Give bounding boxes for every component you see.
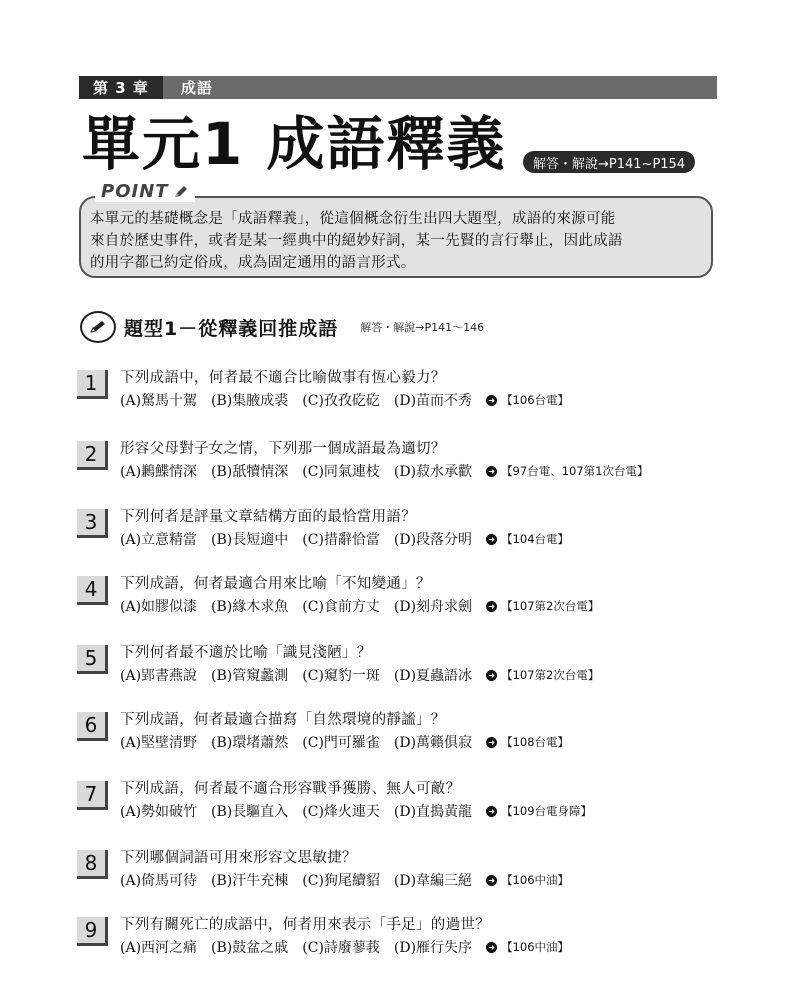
option: (C)孜孜矻矻 xyxy=(302,393,380,409)
option: (C)門可羅雀 xyxy=(302,735,380,751)
option: (B)管窺蠡測 xyxy=(211,668,289,684)
option: (B)舐犢情深 xyxy=(211,464,289,480)
point-line: 本單元的基礎概念是「成語釋義」，從這個概念衍生出四大題型，成語的來源可能 xyxy=(90,211,616,227)
question-text: 下列成語，何者最適合用來比喻「不知變通」？ xyxy=(120,576,431,592)
point-line: 的用字都已約定俗成，成為固定通用的語言形式。 xyxy=(90,255,416,271)
section-answer-reference: 解答・解說→P141～146 xyxy=(360,321,485,334)
option: (C)窺豹一斑 xyxy=(302,668,380,684)
exam-source-text: 【106台電】 xyxy=(501,393,570,407)
option: (C)食前方丈 xyxy=(302,599,380,615)
question-options xyxy=(120,596,599,616)
option: (D)韋編三絕 xyxy=(393,873,473,889)
question-text: 下列有關死亡的成語中，何者用來表示「手足」的過世？ xyxy=(120,917,490,933)
option: (B)汗牛充棟 xyxy=(211,873,289,889)
exam-source-text: 【106中油】 xyxy=(501,940,570,954)
question-options xyxy=(120,529,569,549)
section-heading xyxy=(80,311,484,343)
option: (A)堅壁清野 xyxy=(120,735,198,751)
question-options xyxy=(120,937,569,957)
exam-source xyxy=(486,531,569,547)
arrow-right-icon: ➜ xyxy=(486,466,497,477)
option: (A)勢如破竹 xyxy=(120,804,198,820)
point-label xyxy=(95,181,195,202)
option: (D)萬籟俱寂 xyxy=(393,735,473,751)
option: (D)雁行失序 xyxy=(393,940,473,956)
arrow-right-icon: ➜ xyxy=(486,601,497,612)
arrow-right-icon: ➜ xyxy=(486,875,497,886)
question-options xyxy=(120,665,599,685)
exam-source-text: 【107第2次台電】 xyxy=(501,599,600,613)
option: (B)長驅直入 xyxy=(211,804,289,820)
arrow-right-icon: ➜ xyxy=(486,534,497,545)
option: (D)直搗黃龍 xyxy=(393,804,473,820)
exam-source xyxy=(486,598,599,614)
question-options xyxy=(120,801,592,821)
exam-source-text: 【104台電】 xyxy=(501,532,570,546)
exam-source-text: 【97台電、107第1次台電】 xyxy=(501,464,649,478)
point-description xyxy=(90,208,705,274)
question-text: 下列哪個詞語可用來形容文思敏捷？ xyxy=(120,850,357,866)
question-number: 3 xyxy=(77,509,108,538)
option: (A)倚馬可待 xyxy=(120,873,198,889)
option: (D)刻舟求劍 xyxy=(393,599,473,615)
exam-source xyxy=(486,667,599,683)
option: (D)段落分明 xyxy=(393,532,473,548)
exam-source-text: 【108台電】 xyxy=(501,735,570,749)
question-number: 1 xyxy=(77,370,108,399)
option: (B)環堵蕭然 xyxy=(211,735,289,751)
pencil-icon xyxy=(80,311,116,343)
question-number: 2 xyxy=(77,441,108,470)
pencil-icon xyxy=(173,185,189,199)
point-line: 來自於歷史事件，或者是某一經典中的絕妙好詞，某一先賢的言行舉止，因此成語 xyxy=(90,233,623,249)
question-text: 下列成語，何者最不適合形容戰爭獲勝、無人可敵？ xyxy=(120,781,461,797)
exam-source xyxy=(486,939,569,955)
option: (C)措辭恰當 xyxy=(302,532,380,548)
section-title: 題型1－從釋義回推成語 xyxy=(124,317,339,340)
question-number: 8 xyxy=(77,850,108,879)
question-options xyxy=(120,870,569,890)
option: (A)郢書燕說 xyxy=(120,668,198,684)
exam-source xyxy=(486,734,569,750)
option: (D)苗而不秀 xyxy=(393,393,473,409)
chapter-title: 成語 xyxy=(180,79,213,97)
arrow-right-icon: ➜ xyxy=(486,806,497,817)
arrow-right-icon: ➜ xyxy=(486,942,497,953)
chapter-header xyxy=(79,76,717,99)
answer-reference-badge: 解答・解說→P141~P154 xyxy=(523,151,695,173)
exam-source xyxy=(486,463,648,479)
question-number: 6 xyxy=(77,712,108,741)
question-text: 下列何者是評量文章結構方面的最恰當用語？ xyxy=(120,509,416,525)
option: (C)狗尾續貂 xyxy=(302,873,380,889)
exam-source xyxy=(486,392,569,408)
option: (C)詩廢蓼莪 xyxy=(302,940,380,956)
option: (B)長短適中 xyxy=(211,532,289,548)
arrow-right-icon: ➜ xyxy=(486,737,497,748)
exam-source xyxy=(486,803,592,819)
question-options xyxy=(120,461,648,481)
option: (A)西河之痛 xyxy=(120,940,198,956)
arrow-right-icon: ➜ xyxy=(486,670,497,681)
question-text: 下列成語，何者最適合描寫「自然環境的靜謐」？ xyxy=(120,712,446,728)
chapter-number: 第 3 章 xyxy=(79,76,163,99)
exam-source-text: 【109台電身障】 xyxy=(501,804,593,818)
question-number: 5 xyxy=(77,645,108,674)
question-text: 下列何者最不適於比喻「識見淺陋」？ xyxy=(120,645,372,661)
question-text: 形容父母對子女之情，下列那一個成語最為適切？ xyxy=(120,441,446,457)
option: (C)烽火連天 xyxy=(302,804,380,820)
option: (A)駑馬十駕 xyxy=(120,393,198,409)
question-options xyxy=(120,732,569,752)
option: (B)鼓盆之戚 xyxy=(211,940,289,956)
option: (D)菽水承歡 xyxy=(393,464,473,480)
option: (A)如膠似漆 xyxy=(120,599,198,615)
question-number: 7 xyxy=(77,781,108,810)
question-text: 下列成語中，何者最不適合比喻做事有恆心毅力？ xyxy=(120,370,446,386)
question-options xyxy=(120,390,569,410)
unit-title: 單元1 成語釋義 xyxy=(82,110,507,178)
option: (A)鶼鰈情深 xyxy=(120,464,198,480)
question-number: 4 xyxy=(77,576,108,605)
arrow-right-icon: ➜ xyxy=(486,395,497,406)
option: (B)集腋成裘 xyxy=(211,393,289,409)
option: (D)夏蟲語冰 xyxy=(393,668,473,684)
question-number: 9 xyxy=(77,917,108,946)
exam-source-text: 【107第2次台電】 xyxy=(501,668,600,682)
exam-source-text: 【106中油】 xyxy=(501,873,570,887)
exam-source xyxy=(486,872,569,888)
option: (C)同氣連枝 xyxy=(302,464,380,480)
option: (B)緣木求魚 xyxy=(211,599,289,615)
point-label-text: POINT xyxy=(101,181,169,202)
option: (A)立意精當 xyxy=(120,532,198,548)
